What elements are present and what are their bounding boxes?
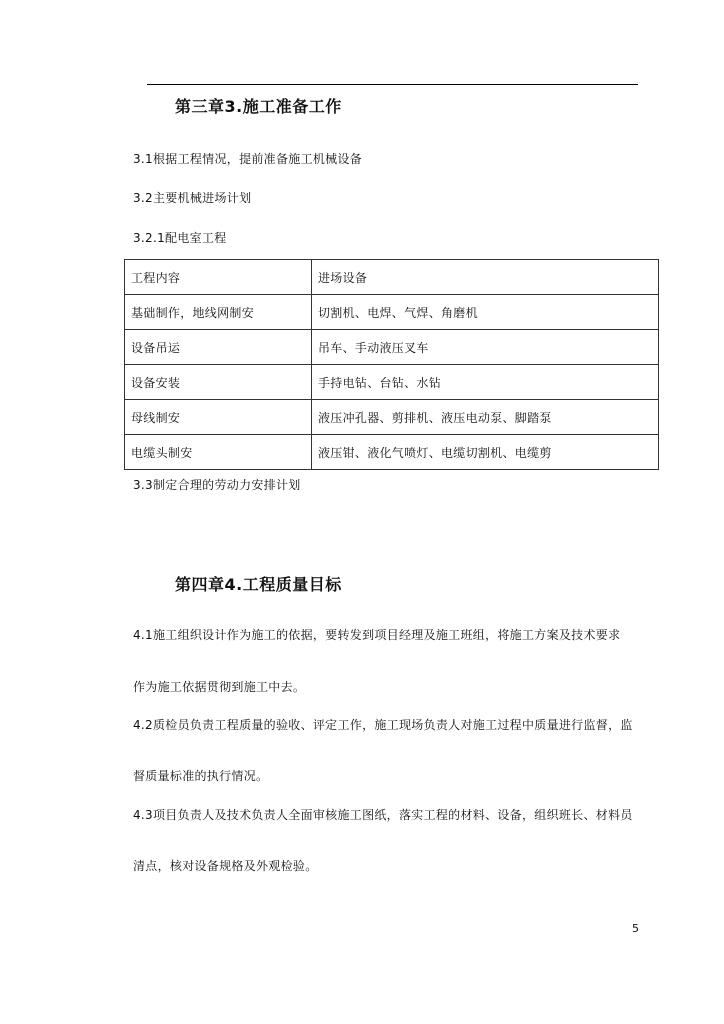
section-4-2-line-2: 督质量标准的执行情况。 [133, 769, 269, 783]
table-cell: 液压冲孔器、剪排机、液压电动泵、脚踏泵 [312, 400, 659, 435]
table-row [125, 295, 659, 330]
section-4-3-line-2: 清点，核对设备规格及外观检验。 [133, 859, 318, 873]
table-header-row [125, 260, 659, 295]
section-4-3-line-1: 4.3项目负责人及技术负责人全面审核施工图纸，落实工程的材料、设备，组织班长、材料员 [133, 808, 633, 822]
table-cell: 设备安装 [125, 365, 312, 400]
section-3-2: 3.2主要机械进场计划 [133, 191, 252, 205]
section-3-3: 3.3制定合理的劳动力安排计划 [133, 478, 301, 492]
chapter-3-title: 第三章3.施工准备工作 [175, 97, 342, 116]
table-cell: 切割机、电焊、气焊、角磨机 [312, 295, 659, 330]
section-4-2-line-1: 4.2质检员负责工程质量的验收、评定工作，施工现场负责人对施工过程中质量进行监督，监 [133, 718, 633, 732]
table-row [125, 435, 659, 470]
section-3-2-1: 3.2.1配电室工程 [133, 231, 227, 245]
section-4-1-line-2: 作为施工依据贯彻到施工中去。 [133, 680, 306, 694]
table-cell: 手持电钻、台钻、水钻 [312, 365, 659, 400]
table-row [125, 400, 659, 435]
table-header-cell: 工程内容 [125, 260, 312, 295]
equipment-table [124, 259, 659, 470]
table-cell: 吊车、手动液压叉车 [312, 330, 659, 365]
table-row [125, 365, 659, 400]
table-cell: 基础制作，地线网制安 [125, 295, 312, 330]
chapter-4-title: 第四章4.工程质量目标 [175, 575, 342, 594]
header-rule [147, 84, 638, 85]
section-4-1-line-1: 4.1施工组织设计作为施工的依据，要转发到项目经理及施工班组，将施工方案及技术要求 [133, 628, 621, 642]
table-header-cell: 进场设备 [312, 260, 659, 295]
page-number: 5 [632, 922, 639, 935]
table-cell: 设备吊运 [125, 330, 312, 365]
table-cell: 母线制安 [125, 400, 312, 435]
table-cell: 电缆头制安 [125, 435, 312, 470]
table-cell: 液压钳、液化气喷灯、电缆切割机、电缆剪 [312, 435, 659, 470]
table-row [125, 330, 659, 365]
section-3-1: 3.1根据工程情况，提前准备施工机械设备 [133, 152, 363, 166]
